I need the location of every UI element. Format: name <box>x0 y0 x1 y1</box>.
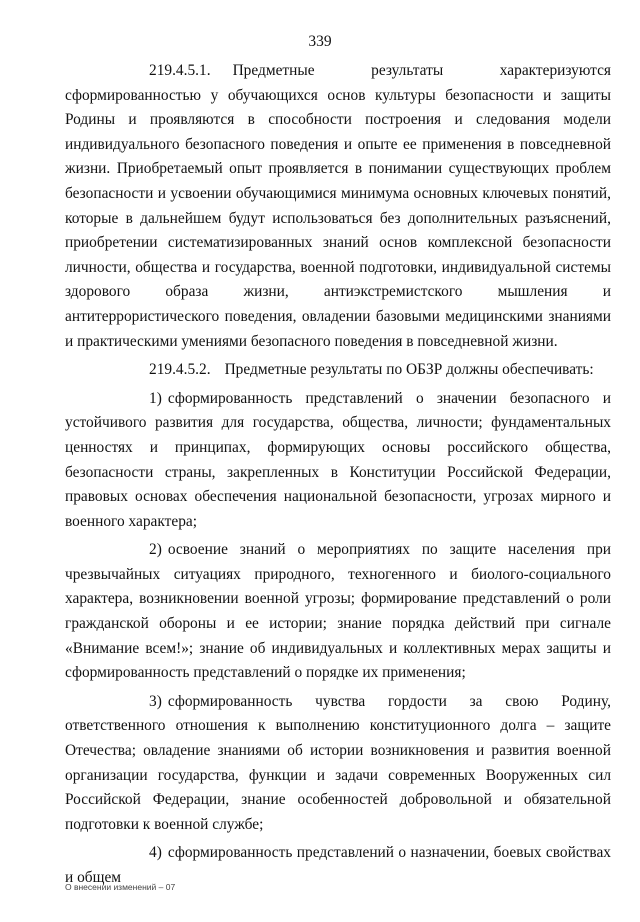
page-number: 339 <box>308 33 332 50</box>
paragraph-number: 219.4.5.1. <box>149 62 211 79</box>
list-item-text: сформированность представлений о значении безопасного и устойчивого развития для государства, общества, личности; фундаментальных ценностях и принципах, формирующих основы российского общества, безопасности страны, закрепленных в Конституции Российской Федерации, правовых основах обеспечения национальной безопасности, угрозах мирного и военного характера; <box>65 389 611 530</box>
list-item-1 <box>65 387 611 535</box>
document-body <box>65 59 611 891</box>
list-item-text: сформированность чувства гордости за свою Родину, ответственного отношения к выполнению конституционного долга – защите Отечества; овладение знаниями об истории возникновения и развития военной организации государства, функции и задачи современных Вооруженных сил Российской Федерации, знание особенностей добровольной и обязательной подготовки к военной службе; <box>65 692 611 833</box>
list-item-3 <box>65 690 611 838</box>
paragraph-number: 219.4.5.2. <box>149 361 211 379</box>
paragraph-text: Предметные результаты по ОБЗР должны обеспечивать: <box>224 361 594 379</box>
paragraph-text: Предметные результаты характеризуются сформированностью у обучающихся основ культуры безопасности и защиты Родины и проявляются в способности построения и следования модели индивидуального безопасного поведения и опыте ее применения в повседневной жизни. Приобретаемый опыт проявляется в понимании существующих проблем безопасности и усвоении обучающимися минимума основных ключевых понятий, которые в дальнейшем будут использоваться без дополнительных разъяснений, приобретении систематизированных знаний основ комплексной безопасности личности, общества и государства, военной подготовки, индивидуальной системы здорового образа жизни, антиэкстремистского мышления и антитеррористического поведения, овладении базовыми медицинскими знаниями и практическими умениями безопасного поведения в повседневной жизни. <box>65 62 611 350</box>
paragraph-219-4-5-2 <box>65 358 611 383</box>
list-item-number: 4) <box>149 844 162 862</box>
list-item-text: сформированность представлений о назначении, боевых свойствах и общем <box>65 844 611 886</box>
list-item-number: 2) <box>149 541 162 559</box>
list-item-number: 1) <box>149 389 162 407</box>
list-item-2 <box>65 538 611 686</box>
page-footer: О внесении изменений – 07 <box>65 882 176 892</box>
paragraph-219-4-5-1 <box>65 59 611 354</box>
list-item-number: 3) <box>149 692 162 710</box>
list-item-text: освоение знаний о мероприятиях по защите населения при чрезвычайных ситуациях природного, техногенного и биолого-социального характера, возникновении военной угрозы; формирование представлений о роли гражданской обороны и ее истории; знание порядка действий при сигнале «Внимание всем!»; знание об индивидуальных и коллективных мерах защиты и сформированность представлений о порядке их применения; <box>65 541 611 682</box>
